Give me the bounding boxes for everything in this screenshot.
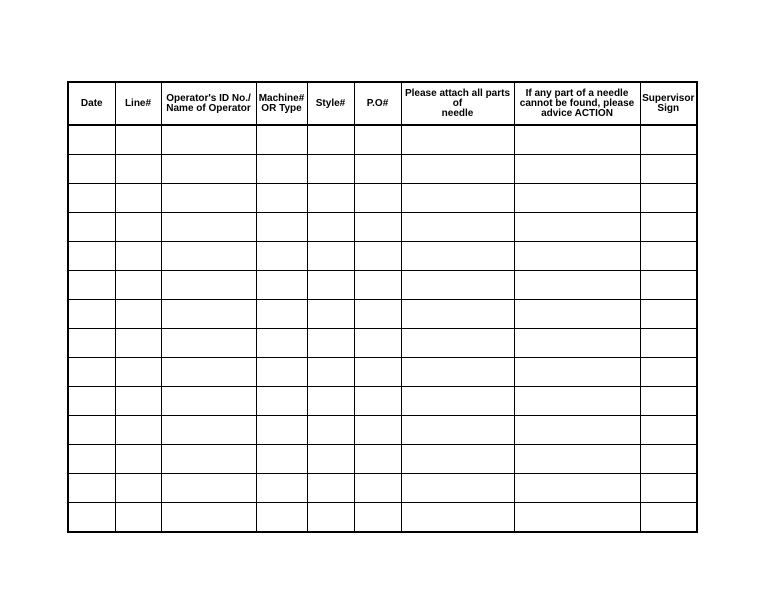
table-cell[interactable] (68, 503, 115, 533)
table-cell[interactable] (68, 416, 115, 445)
table-cell[interactable] (161, 300, 256, 329)
table-cell[interactable] (256, 271, 307, 300)
table-row (68, 387, 697, 416)
table-cell[interactable] (401, 387, 514, 416)
table-cell[interactable] (514, 416, 640, 445)
table-cell[interactable] (256, 242, 307, 271)
table-cell[interactable] (401, 242, 514, 271)
table-cell[interactable] (354, 213, 401, 242)
table-cell[interactable] (68, 125, 115, 155)
table-cell[interactable] (514, 503, 640, 533)
table-row (68, 213, 697, 242)
table-cell[interactable] (354, 387, 401, 416)
table-cell[interactable] (115, 503, 161, 533)
table-cell[interactable] (68, 474, 115, 503)
table-cell[interactable] (354, 358, 401, 387)
table-cell[interactable] (256, 445, 307, 474)
table-cell[interactable] (68, 300, 115, 329)
table-cell[interactable] (640, 155, 697, 184)
table-cell[interactable] (401, 125, 514, 155)
column-header-supervisor-sign: Supervisor Sign (640, 82, 697, 125)
table-cell[interactable] (161, 213, 256, 242)
table-row (68, 329, 697, 358)
table-cell[interactable] (256, 416, 307, 445)
table-row (68, 125, 697, 155)
table-cell[interactable] (354, 271, 401, 300)
table-cell[interactable] (161, 155, 256, 184)
table-cell[interactable] (640, 329, 697, 358)
table-cell[interactable] (307, 184, 354, 213)
table-cell[interactable] (161, 125, 256, 155)
table-cell[interactable] (307, 503, 354, 533)
table-cell[interactable] (401, 503, 514, 533)
table-cell[interactable] (161, 329, 256, 358)
table-cell[interactable] (115, 416, 161, 445)
table-row (68, 358, 697, 387)
table-cell[interactable] (640, 503, 697, 533)
table-cell[interactable] (401, 416, 514, 445)
table-cell[interactable] (401, 358, 514, 387)
table-cell[interactable] (115, 155, 161, 184)
table-cell[interactable] (514, 358, 640, 387)
table-cell[interactable] (401, 329, 514, 358)
column-header-missing-action: If any part of a needle cannot be found, please advice ACTION (514, 82, 640, 125)
table-cell[interactable] (640, 474, 697, 503)
table-cell[interactable] (307, 300, 354, 329)
table-cell[interactable] (640, 213, 697, 242)
table-cell[interactable] (354, 445, 401, 474)
table-cell[interactable] (307, 125, 354, 155)
table-cell[interactable] (68, 242, 115, 271)
table-cell[interactable] (354, 300, 401, 329)
table-cell[interactable] (68, 387, 115, 416)
header-row (68, 82, 697, 125)
table-cell[interactable] (354, 503, 401, 533)
table-cell[interactable] (514, 271, 640, 300)
table-cell[interactable] (256, 503, 307, 533)
table-cell[interactable] (256, 474, 307, 503)
table-cell[interactable] (68, 271, 115, 300)
table-cell[interactable] (640, 271, 697, 300)
column-header-operator: Operator's ID No./ Name of Operator (161, 82, 256, 125)
table-cell[interactable] (307, 271, 354, 300)
table-cell[interactable] (161, 184, 256, 213)
table-cell[interactable] (640, 416, 697, 445)
table-cell[interactable] (307, 416, 354, 445)
table-cell[interactable] (307, 329, 354, 358)
table-row (68, 300, 697, 329)
table-cell[interactable] (514, 300, 640, 329)
table-row (68, 155, 697, 184)
column-header-date: Date (68, 82, 115, 125)
table-cell[interactable] (640, 184, 697, 213)
table-cell[interactable] (401, 155, 514, 184)
table-cell[interactable] (161, 387, 256, 416)
table-cell[interactable] (256, 184, 307, 213)
table-cell[interactable] (307, 387, 354, 416)
table-cell[interactable] (115, 125, 161, 155)
table-cell[interactable] (115, 184, 161, 213)
table-cell[interactable] (256, 329, 307, 358)
table-cell[interactable] (256, 387, 307, 416)
table-cell[interactable] (354, 329, 401, 358)
table-cell[interactable] (354, 155, 401, 184)
table-cell[interactable] (514, 445, 640, 474)
needle-log-table (67, 81, 698, 533)
table-cell[interactable] (514, 125, 640, 155)
table-cell[interactable] (514, 329, 640, 358)
table-cell[interactable] (115, 474, 161, 503)
table-cell[interactable] (115, 445, 161, 474)
table-cell[interactable] (514, 184, 640, 213)
table-cell[interactable] (115, 271, 161, 300)
table-body (68, 125, 697, 532)
table-cell[interactable] (354, 125, 401, 155)
table-row (68, 503, 697, 533)
table-cell[interactable] (161, 445, 256, 474)
table-cell[interactable] (161, 358, 256, 387)
table-cell[interactable] (68, 329, 115, 358)
table-cell[interactable] (401, 213, 514, 242)
column-header-line: Line# (115, 82, 161, 125)
table-cell[interactable] (256, 300, 307, 329)
table-cell[interactable] (640, 300, 697, 329)
table-cell[interactable] (514, 387, 640, 416)
table-cell[interactable] (161, 474, 256, 503)
table-cell[interactable] (401, 474, 514, 503)
table-cell[interactable] (401, 300, 514, 329)
table-cell[interactable] (161, 416, 256, 445)
table-cell[interactable] (514, 213, 640, 242)
table-row (68, 184, 697, 213)
column-header-machine: Machine# OR Type (256, 82, 307, 125)
table-cell[interactable] (401, 271, 514, 300)
table-cell[interactable] (307, 242, 354, 271)
table-cell[interactable] (354, 416, 401, 445)
table-cell[interactable] (307, 445, 354, 474)
table-cell[interactable] (307, 155, 354, 184)
column-header-attach-parts: Please attach all parts of needle (401, 82, 514, 125)
table-cell[interactable] (640, 358, 697, 387)
table-cell[interactable] (514, 474, 640, 503)
table-cell[interactable] (640, 445, 697, 474)
table-cell[interactable] (307, 358, 354, 387)
table-cell[interactable] (401, 184, 514, 213)
table-cell[interactable] (161, 271, 256, 300)
table-cell[interactable] (256, 155, 307, 184)
table-cell[interactable] (161, 242, 256, 271)
table-cell[interactable] (115, 242, 161, 271)
table-cell[interactable] (68, 213, 115, 242)
table-cell[interactable] (68, 184, 115, 213)
table-cell[interactable] (354, 184, 401, 213)
table-cell[interactable] (115, 358, 161, 387)
table-row (68, 271, 697, 300)
table-cell[interactable] (256, 358, 307, 387)
column-header-po: P.O# (354, 82, 401, 125)
table-cell[interactable] (68, 358, 115, 387)
table-cell[interactable] (514, 155, 640, 184)
table-cell[interactable] (401, 445, 514, 474)
column-header-style: Style# (307, 82, 354, 125)
table-row (68, 242, 697, 271)
table-cell[interactable] (354, 474, 401, 503)
table-cell[interactable] (307, 213, 354, 242)
table-cell[interactable] (354, 242, 401, 271)
table-cell[interactable] (514, 242, 640, 271)
table-cell[interactable] (640, 242, 697, 271)
table-cell[interactable] (115, 387, 161, 416)
table-cell[interactable] (161, 503, 256, 533)
table-cell[interactable] (256, 125, 307, 155)
table-cell[interactable] (68, 155, 115, 184)
table-row (68, 416, 697, 445)
table-cell[interactable] (68, 445, 115, 474)
table-cell[interactable] (640, 387, 697, 416)
table-cell[interactable] (115, 213, 161, 242)
table-row (68, 445, 697, 474)
table-cell[interactable] (115, 300, 161, 329)
table-row (68, 474, 697, 503)
table-cell[interactable] (307, 474, 354, 503)
table-cell[interactable] (640, 125, 697, 155)
table-cell[interactable] (256, 213, 307, 242)
table-cell[interactable] (115, 329, 161, 358)
